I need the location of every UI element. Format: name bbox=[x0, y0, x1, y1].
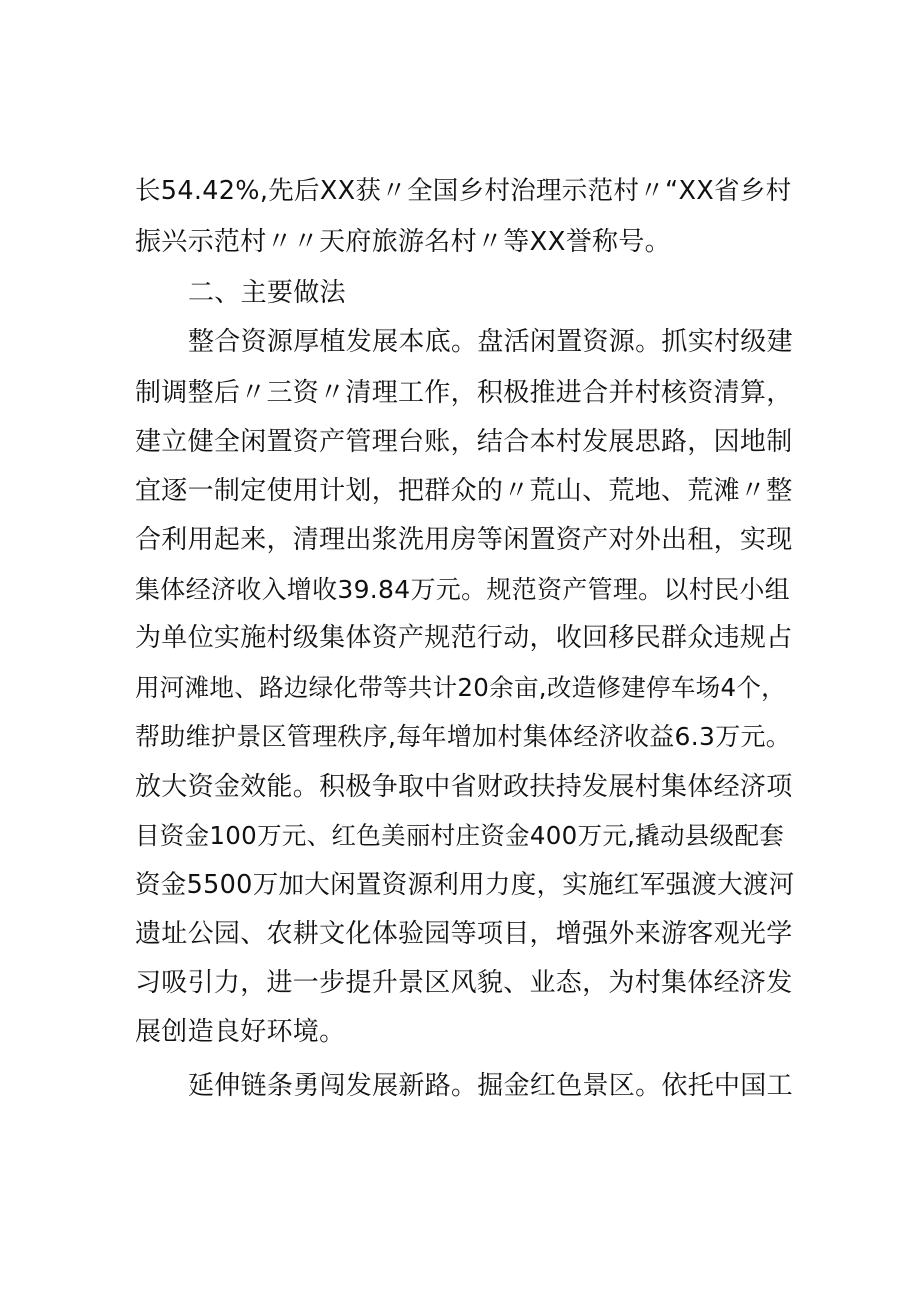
text-line-16: 遗址公园、农耕文化体验园等项目，增强外来游客观光学 bbox=[135, 919, 793, 949]
section-heading: 二、主要做法 bbox=[188, 278, 346, 308]
text-line-9: 集体经济收入增收39.84万元。规范资产管理。以村民小组 bbox=[135, 575, 790, 604]
text-line-18: 展创造良好环境。 bbox=[135, 1017, 346, 1047]
text-line-13: 放大资金效能。积极争取中省财政扶持发展村集体经济项 bbox=[135, 772, 793, 802]
text-line-7: 宜逐一制定使用计划，把群众的〃荒山、荒地、荒滩〃整 bbox=[135, 476, 793, 506]
text-line-14: 目资金100万元、红色美丽村庄资金400万元,撬动县级配套 bbox=[135, 821, 785, 850]
text-line-10: 为单位实施村级集体资产规范行动，收回移民群众违规占 bbox=[135, 623, 793, 653]
text-line-12: 帮助维护景区管理秩序,每年增加村集体经济收益6.3万元。 bbox=[135, 722, 792, 751]
text-line-1: 长54.42%,先后XX获〃全国乡村治理示范村〃“XX省乡村 bbox=[135, 176, 792, 206]
text-line-15: 资金5500万加大闲置资源利用力度，实施红军强渡大渡河 bbox=[135, 870, 795, 900]
text-line-11: 用河滩地、路边绿化带等共计20余亩,改造修建停车场4个， bbox=[135, 673, 786, 702]
text-line-17: 习吸引力，进一步提升景区风貌、业态，为村集体经济发 bbox=[135, 968, 793, 998]
text-line-8: 合利用起来，清理出浆洗用房等闲置资产对外出租，实现 bbox=[135, 525, 793, 555]
text-line-19: 延伸链条勇闯发展新路。掘金红色景区。依托中国工 bbox=[188, 1071, 793, 1101]
text-line-5: 制调整后〃三资〃清理工作，积极推进合并村核资清算， bbox=[135, 378, 793, 408]
text-line-4: 整合资源厚植发展本底。盘活闲置资源。抓实村级建 bbox=[188, 327, 793, 357]
text-line-2: 振兴示范村〃〃天府旅游名村〃等XX誉称号。 bbox=[135, 227, 671, 257]
text-line-6: 建立健全闲置资产管理台账，结合本村发展思路，因地制 bbox=[135, 427, 793, 457]
